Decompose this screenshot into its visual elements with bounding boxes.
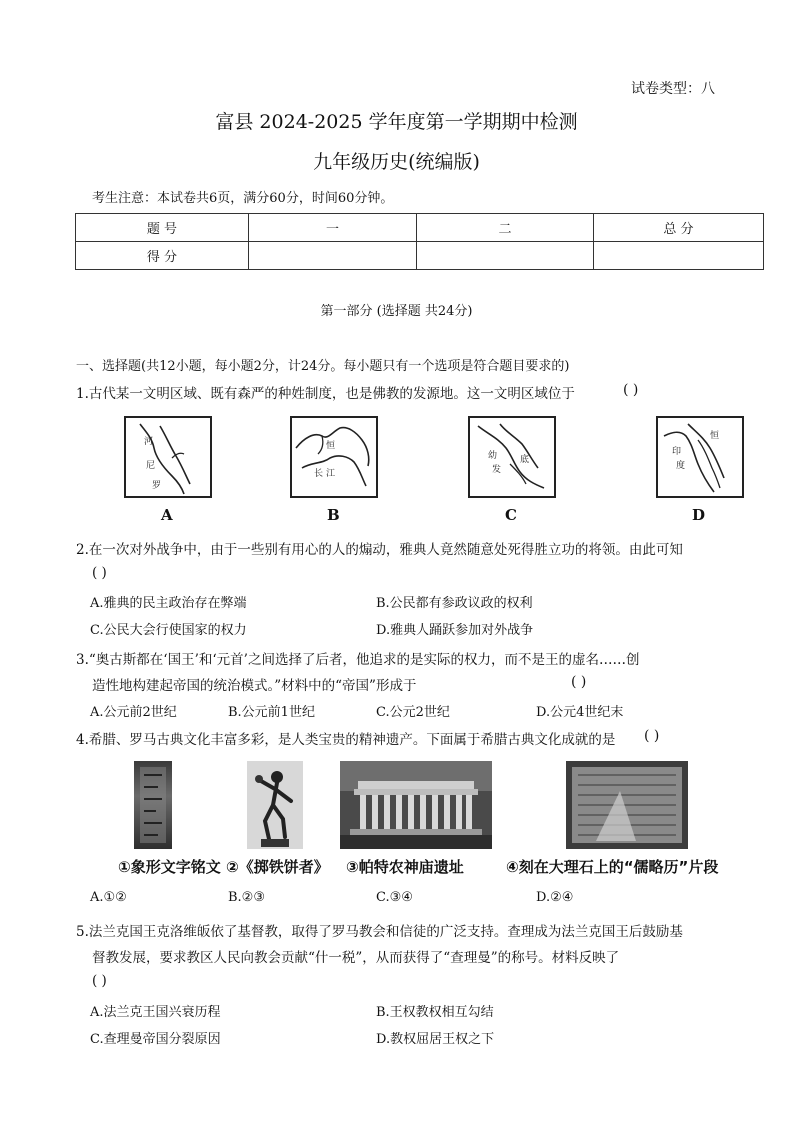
parthenon-image [340,761,492,849]
option-d: D.雅典人踊跃参加对外战争 [376,623,534,638]
svg-text:发: 发 [492,465,502,475]
score-table-header-row [76,214,764,242]
exam-title: 富县 2024-2025 学年度第一学期期中检测 [215,111,578,133]
section-heading: 一、选择题(共12小题，每小题2分，计24分。每小题只有一个选项是符合题目要求的) [76,359,570,374]
option-b: B.公元前1世纪 [228,705,315,720]
option-a: A.①② [90,890,127,905]
svg-text:长: 长 [314,469,324,479]
svg-text:底: 底 [520,455,530,465]
paper-type: 试卷类型：八 [631,81,715,97]
exam-subtitle: 九年级历史(统编版) [313,151,480,173]
table-cell: 得 分 [76,242,249,270]
question-4-text: 4.希腊、罗马古典文化丰富多彩，是人类宝贵的精神遗产。下面属于希腊古典文化成就的是 [76,732,616,748]
table-cell[interactable] [594,242,764,270]
answer-paren: ( ) [644,728,660,744]
table-cell: 总 分 [594,214,764,242]
option-b: B.公民都有参政议政的权利 [376,596,533,611]
table-cell: 二 [417,214,594,242]
option-c: C.公元2世纪 [376,705,450,720]
option-c: C.公民大会行使国家的权力 [90,623,247,638]
table-cell[interactable] [417,242,594,270]
map-c [468,416,556,498]
option-letter: B [327,506,340,524]
question-1-text: 1.古代某一文明区域、既有森严的种姓制度，也是佛教的发源地。这一文明区域位于 [76,386,575,402]
image-caption-1: ①象形文字铭文 [118,858,221,876]
question-5-text-cont: 督教发展，要求教区人民向教会贡献“什一税”，从而获得了“查理曼”的称号。材料反映了 [92,950,620,966]
question-3-text: 3.“奥古斯都在‘国王’和‘元首’之间选择了后者，他追求的是实际的权力，而不是王的虚名……创 [76,652,640,668]
answer-paren: ( ) [92,565,107,581]
answer-paren: ( ) [623,382,639,398]
candidate-notice: 考生注意：本试卷共6页，满分60分，时间60分钟。 [92,191,394,206]
score-table [75,213,764,270]
answer-paren: ( ) [92,973,107,989]
svg-text:度: 度 [676,461,686,471]
option-d: D.教权屈居王权之下 [376,1032,495,1047]
option-letter: C [505,506,517,524]
part-heading: 第一部分 (选择题 共24分) [320,304,473,319]
hieroglyph-inscription-image [134,761,172,849]
image-caption-4: ④刻在大理石上的“儒略历”片段 [506,858,719,876]
svg-text:江: 江 [326,469,336,479]
map-d [656,416,744,498]
score-table-score-row [76,242,764,270]
answer-paren: ( ) [571,674,587,690]
option-c: C.③④ [376,890,413,905]
map-b [290,416,378,498]
svg-text:罗: 罗 [152,481,162,491]
image-caption-3: ③帕特农神庙遗址 [346,858,464,876]
discobolus-image [247,761,303,849]
option-letter: A [161,506,173,524]
svg-text:印: 印 [672,447,682,457]
svg-text:河: 河 [144,437,154,447]
option-b: B.王权教权相互勾结 [376,1005,494,1020]
option-a: A.法兰克王国兴衰历程 [90,1005,221,1020]
table-cell: 题 号 [76,214,249,242]
option-letter: D [692,506,706,524]
option-c: C.查理曼帝国分裂原因 [90,1032,221,1047]
svg-text:恒: 恒 [326,441,336,451]
option-d: D.公元4世纪末 [536,705,624,720]
question-5-text: 5.法兰克国王克洛维皈依了基督教，取得了罗马教会和信徒的广泛支持。查理成为法兰克国王后鼓励基 [76,924,683,940]
table-cell[interactable] [249,242,417,270]
julian-calendar-image [566,761,688,849]
map-a [124,416,212,498]
option-b: B.②③ [228,890,265,905]
question-2-text: 2.在一次对外战争中，由于一些别有用心的人的煽动，雅典人竟然随意处死得胜立功的将领。由此可知 [76,542,683,558]
option-a: A.公元前2世纪 [90,705,177,720]
svg-text:尼: 尼 [146,461,156,471]
table-cell: 一 [249,214,417,242]
svg-text:恒: 恒 [710,431,720,441]
question-3-text-cont: 造性地构建起帝国的统治模式。”材料中的“帝国”形成于 [92,678,417,694]
option-d: D.②④ [536,890,574,905]
image-caption-2: ②《掷铁饼者》 [226,858,329,876]
option-a: A.雅典的民主政治存在弊端 [90,596,247,611]
svg-text:幼: 幼 [488,451,498,461]
